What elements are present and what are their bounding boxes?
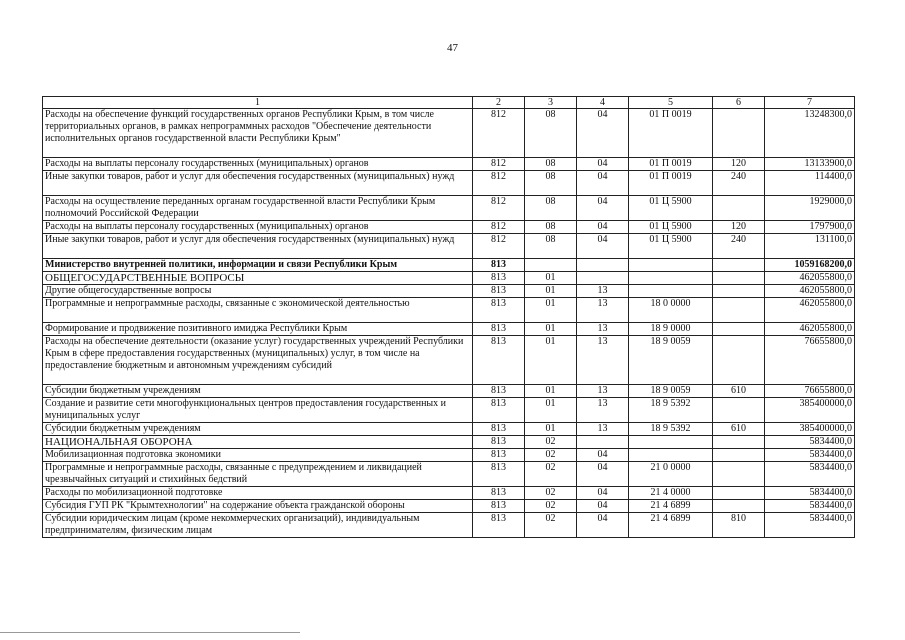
table-row: [43, 259, 855, 272]
target-article-cell: 18 9 0059: [629, 336, 713, 385]
page-number: 47: [447, 42, 458, 54]
amount-cell: 385400000,0: [765, 423, 855, 436]
table-row: [43, 221, 855, 234]
amount-cell: 385400000,0: [765, 398, 855, 423]
target-article-cell: [629, 272, 713, 285]
amount-cell: 5834400,0: [765, 487, 855, 500]
department-code-cell: 812: [473, 158, 525, 171]
amount-cell: 13133900,0: [765, 158, 855, 171]
section-code-cell: 01: [525, 298, 577, 323]
table-row: [43, 171, 855, 196]
target-article-cell: [629, 259, 713, 272]
subsection-code-cell: 04: [577, 234, 629, 259]
department-code-cell: 813: [473, 285, 525, 298]
section-code-cell: [525, 259, 577, 272]
subsection-code-cell: 04: [577, 462, 629, 487]
department-code-cell: 813: [473, 436, 525, 449]
expense-type-cell: 810: [713, 513, 765, 538]
target-article-cell: 21 4 6899: [629, 513, 713, 538]
target-article-cell: 01 П 0019: [629, 109, 713, 158]
table-row: [43, 398, 855, 423]
section-code-cell: 02: [525, 487, 577, 500]
amount-cell: 1059168200,0: [765, 259, 855, 272]
table-body: [43, 109, 855, 538]
expense-type-cell: [713, 462, 765, 487]
subsection-code-cell: 04: [577, 171, 629, 196]
target-article-cell: 01 Ц 5900: [629, 221, 713, 234]
subsection-code-cell: [577, 436, 629, 449]
department-code-cell: 813: [473, 423, 525, 436]
target-article-cell: 18 9 0000: [629, 323, 713, 336]
row-name-cell: Субсидии бюджетным учреждениям: [43, 423, 473, 436]
target-article-cell: 01 Ц 5900: [629, 196, 713, 221]
section-code-cell: 08: [525, 221, 577, 234]
row-name-cell: Другие общегосударственные вопросы: [43, 285, 473, 298]
column-header: 4: [577, 97, 629, 109]
section-code-cell: 02: [525, 500, 577, 513]
department-code-cell: 813: [473, 513, 525, 538]
section-code-cell: 01: [525, 336, 577, 385]
target-article-cell: [629, 449, 713, 462]
subsection-code-cell: 04: [577, 500, 629, 513]
expense-type-cell: [713, 323, 765, 336]
department-code-cell: 812: [473, 196, 525, 221]
row-name-cell: Иные закупки товаров, работ и услуг для обеспечения государственных (муниципальных) нужд: [43, 234, 473, 259]
amount-cell: 1797900,0: [765, 221, 855, 234]
expense-type-cell: [713, 336, 765, 385]
department-code-cell: 813: [473, 385, 525, 398]
column-header: 1: [43, 97, 473, 109]
row-name-cell: Создание и развитие сети многофункциональных центров предоставления государственных и муниципальных услуг: [43, 398, 473, 423]
target-article-cell: [629, 285, 713, 298]
department-code-cell: 813: [473, 259, 525, 272]
section-code-cell: 01: [525, 272, 577, 285]
amount-cell: 5834400,0: [765, 500, 855, 513]
row-name-cell: Мобилизационная подготовка экономики: [43, 449, 473, 462]
row-name-cell: Субсидия ГУП РК "Крымтехнологии" на содержание объекта гражданской обороны: [43, 500, 473, 513]
subsection-code-cell: 13: [577, 298, 629, 323]
expense-type-cell: [713, 285, 765, 298]
column-header: 7: [765, 97, 855, 109]
expense-type-cell: 610: [713, 423, 765, 436]
amount-cell: 462055800,0: [765, 272, 855, 285]
target-article-cell: 18 9 0059: [629, 385, 713, 398]
department-code-cell: 812: [473, 109, 525, 158]
table-row: [43, 385, 855, 398]
expense-type-cell: [713, 487, 765, 500]
target-article-cell: 01 Ц 5900: [629, 234, 713, 259]
expense-type-cell: [713, 196, 765, 221]
department-code-cell: 812: [473, 221, 525, 234]
expense-type-cell: [713, 449, 765, 462]
column-header: 6: [713, 97, 765, 109]
row-name-cell: Субсидии юридическим лицам (кроме некоммерческих организаций), индивидуальным предпринимателям, физическим лицам: [43, 513, 473, 538]
section-code-cell: 02: [525, 462, 577, 487]
table-row: [43, 513, 855, 538]
amount-cell: 13248300,0: [765, 109, 855, 158]
amount-cell: 76655800,0: [765, 336, 855, 385]
section-code-cell: 08: [525, 234, 577, 259]
department-code-cell: 813: [473, 462, 525, 487]
section-code-cell: 02: [525, 436, 577, 449]
table-row: [43, 298, 855, 323]
department-code-cell: 813: [473, 336, 525, 385]
row-name-cell: Программные и непрограммные расходы, связанные с предупреждением и ликвидацией чрезвычайных ситуаций и стихийных бедствий: [43, 462, 473, 487]
table-row: [43, 109, 855, 158]
row-name-cell: Расходы на обеспечение деятельности (оказание услуг) государственных учреждений Республики Крым в сфере предоставления государственных (муниципальных) услуг, в том числе на предоставление бюджетным и автономным учреждениям субсидий: [43, 336, 473, 385]
column-header: 3: [525, 97, 577, 109]
subsection-code-cell: 04: [577, 158, 629, 171]
subsection-code-cell: 13: [577, 285, 629, 298]
department-code-cell: 813: [473, 323, 525, 336]
amount-cell: 5834400,0: [765, 513, 855, 538]
department-code-cell: 812: [473, 234, 525, 259]
section-code-cell: 08: [525, 171, 577, 196]
section-code-cell: 01: [525, 423, 577, 436]
expense-type-cell: [713, 259, 765, 272]
department-code-cell: 813: [473, 487, 525, 500]
amount-cell: 5834400,0: [765, 436, 855, 449]
amount-cell: 114400,0: [765, 171, 855, 196]
subsection-code-cell: 04: [577, 196, 629, 221]
target-article-cell: 21 0 0000: [629, 462, 713, 487]
amount-cell: 462055800,0: [765, 298, 855, 323]
subsection-code-cell: 13: [577, 385, 629, 398]
target-article-cell: 21 4 0000: [629, 487, 713, 500]
subsection-code-cell: 13: [577, 336, 629, 385]
department-code-cell: 813: [473, 298, 525, 323]
section-code-cell: 08: [525, 158, 577, 171]
expense-type-cell: 240: [713, 234, 765, 259]
expense-type-cell: [713, 298, 765, 323]
subsection-code-cell: [577, 272, 629, 285]
row-name-cell: Формирование и продвижение позитивного имиджа Республики Крым: [43, 323, 473, 336]
column-header: 5: [629, 97, 713, 109]
row-name-cell: Расходы на выплаты персоналу государственных (муниципальных) органов: [43, 221, 473, 234]
department-code-cell: 813: [473, 500, 525, 513]
table-row: [43, 462, 855, 487]
table-row: [43, 423, 855, 436]
subsection-code-cell: 13: [577, 423, 629, 436]
section-code-cell: 01: [525, 323, 577, 336]
row-name-cell: Иные закупки товаров, работ и услуг для обеспечения государственных (муниципальных) нужд: [43, 171, 473, 196]
expense-type-cell: [713, 436, 765, 449]
target-article-cell: 18 9 5392: [629, 398, 713, 423]
row-name-cell: Расходы на осуществление переданных органам государственной власти Республики Крым полномочий Российской Федерации: [43, 196, 473, 221]
subsection-code-cell: 04: [577, 449, 629, 462]
table-row: [43, 336, 855, 385]
row-name-cell: ОБЩЕГОСУДАРСТВЕННЫЕ ВОПРОСЫ: [43, 272, 473, 285]
section-code-cell: 01: [525, 385, 577, 398]
table-row: [43, 487, 855, 500]
amount-cell: 5834400,0: [765, 462, 855, 487]
amount-cell: 462055800,0: [765, 323, 855, 336]
target-article-cell: 01 П 0019: [629, 158, 713, 171]
amount-cell: 1929000,0: [765, 196, 855, 221]
expense-type-cell: 610: [713, 385, 765, 398]
column-header: 2: [473, 97, 525, 109]
subsection-code-cell: 04: [577, 109, 629, 158]
table-row: [43, 436, 855, 449]
section-code-cell: 08: [525, 196, 577, 221]
subsection-code-cell: 04: [577, 513, 629, 538]
department-code-cell: 813: [473, 449, 525, 462]
section-code-cell: 02: [525, 513, 577, 538]
target-article-cell: 01 П 0019: [629, 171, 713, 196]
expense-type-cell: [713, 109, 765, 158]
row-name-cell: НАЦИОНАЛЬНАЯ ОБОРОНА: [43, 436, 473, 449]
table-row: [43, 285, 855, 298]
column-number-row: [43, 97, 855, 109]
department-code-cell: 813: [473, 272, 525, 285]
table-row: [43, 272, 855, 285]
expense-type-cell: 240: [713, 171, 765, 196]
row-name-cell: Расходы на выплаты персоналу государственных (муниципальных) органов: [43, 158, 473, 171]
budget-table: [42, 96, 855, 538]
department-code-cell: 813: [473, 398, 525, 423]
row-name-cell: Расходы на обеспечение функций государственных органов Республики Крым, в том числе территориальных органов, в рамках непрограммных расходов "Обеспечение деятельности исполнительных органов государственной власти Республики Крым": [43, 109, 473, 158]
expense-type-cell: [713, 272, 765, 285]
amount-cell: 131100,0: [765, 234, 855, 259]
target-article-cell: 18 9 5392: [629, 423, 713, 436]
table-row: [43, 196, 855, 221]
expense-type-cell: [713, 398, 765, 423]
target-article-cell: [629, 436, 713, 449]
table-row: [43, 449, 855, 462]
section-code-cell: 02: [525, 449, 577, 462]
table-row: [43, 323, 855, 336]
expense-type-cell: 120: [713, 158, 765, 171]
row-name-cell: Расходы по мобилизационной подготовке: [43, 487, 473, 500]
table-row: [43, 234, 855, 259]
expense-type-cell: [713, 500, 765, 513]
amount-cell: 76655800,0: [765, 385, 855, 398]
section-code-cell: 01: [525, 398, 577, 423]
row-name-cell: Программные и непрограммные расходы, связанные с экономической деятельностью: [43, 298, 473, 323]
subsection-code-cell: 04: [577, 221, 629, 234]
target-article-cell: 21 4 6899: [629, 500, 713, 513]
subsection-code-cell: [577, 259, 629, 272]
amount-cell: 462055800,0: [765, 285, 855, 298]
expense-type-cell: 120: [713, 221, 765, 234]
section-code-cell: 08: [525, 109, 577, 158]
subsection-code-cell: 13: [577, 398, 629, 423]
amount-cell: 5834400,0: [765, 449, 855, 462]
row-name-cell: Министерство внутренней политики, информации и связи Республики Крым: [43, 259, 473, 272]
subsection-code-cell: 04: [577, 487, 629, 500]
row-name-cell: Субсидии бюджетным учреждениям: [43, 385, 473, 398]
target-article-cell: 18 0 0000: [629, 298, 713, 323]
table-row: [43, 500, 855, 513]
subsection-code-cell: 13: [577, 323, 629, 336]
table-row: [43, 158, 855, 171]
footer-rule: [0, 632, 300, 633]
department-code-cell: 812: [473, 171, 525, 196]
section-code-cell: 01: [525, 285, 577, 298]
